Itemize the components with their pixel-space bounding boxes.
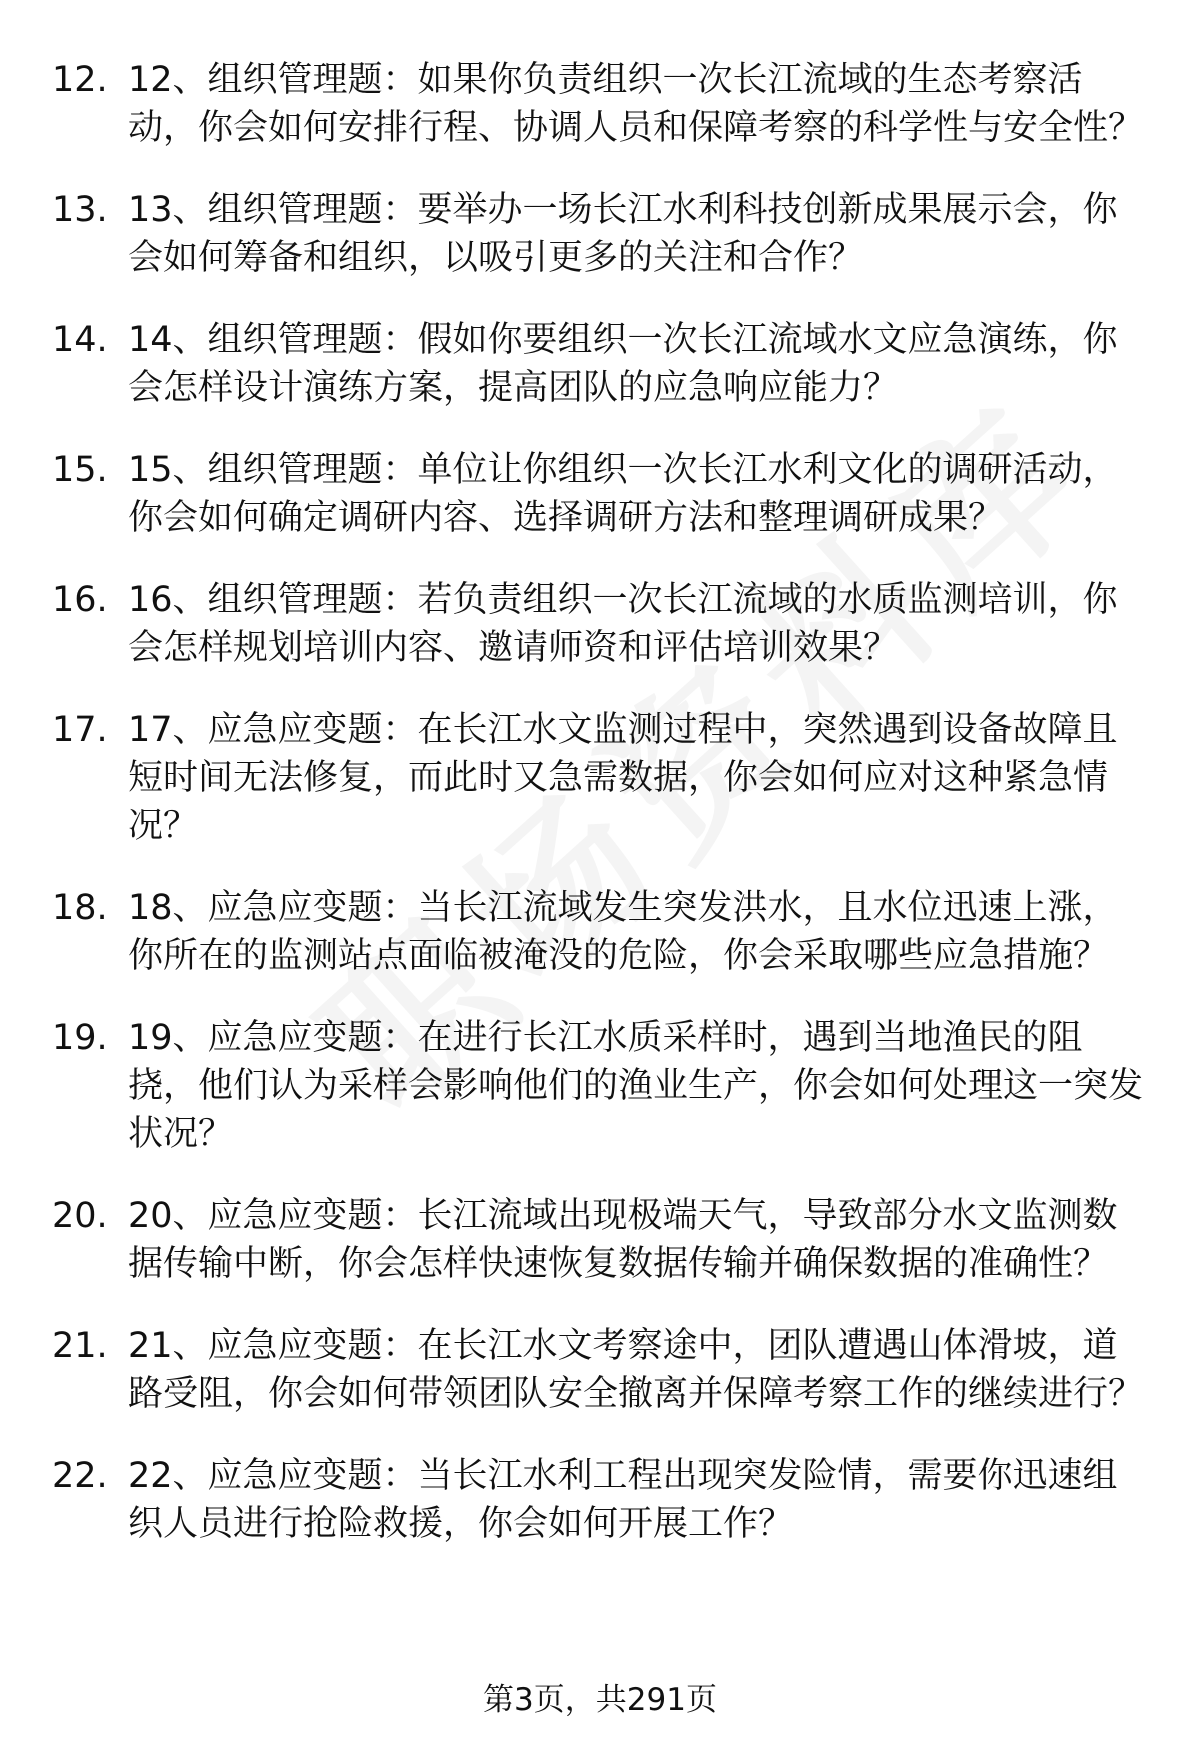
item-number: 14.	[52, 320, 108, 360]
item-text: 19、应急应变题：在进行长江水质采样时，遇到当地渔民的阻挠，他们认为采样会影响他们的渔业生产，你会如何处理这一突发状况？	[128, 1018, 1144, 1154]
item-text: 22、应急应变题：当长江水利工程出现突发险情，需要你迅速组织人员进行抢险救援，你会如何开展工作？	[128, 1456, 1118, 1544]
item-number: 19.	[52, 1018, 108, 1058]
list-item	[52, 884, 1152, 980]
item-number: 15.	[52, 450, 108, 490]
list-item	[52, 1014, 1152, 1158]
item-number: 18.	[52, 888, 108, 928]
item-text: 16、组织管理题：若负责组织一次长江流域的水质监测培训，你会怎样规划培训内容、邀请师资和评估培训效果？	[128, 580, 1118, 668]
item-text: 18、应急应变题：当长江流域发生突发洪水，且水位迅速上涨，你所在的监测站点面临被淹没的危险，你会采取哪些应急措施？	[128, 888, 1118, 976]
item-number: 20.	[52, 1196, 108, 1236]
list-item	[52, 576, 1152, 672]
item-number: 13.	[52, 190, 108, 230]
item-text: 17、应急应变题：在长江水文监测过程中，突然遇到设备故障且短时间无法修复，而此时又急需数据，你会如何应对这种紧急情况？	[128, 710, 1118, 846]
list-item	[52, 1322, 1152, 1418]
item-text: 13、组织管理题：要举办一场长江水利科技创新成果展示会，你会如何筹备和组织，以吸引更多的关注和合作？	[128, 190, 1118, 278]
list-item	[52, 1192, 1152, 1288]
list-item	[52, 186, 1152, 282]
item-text: 20、应急应变题：长江流域出现极端天气，导致部分水文监测数据传输中断，你会怎样快速恢复数据传输并确保数据的准确性？	[128, 1196, 1118, 1284]
item-number: 16.	[52, 580, 108, 620]
item-number: 22.	[52, 1456, 108, 1496]
item-text: 12、组织管理题：如果你负责组织一次长江流域的生态考察活动，你会如何安排行程、协调人员和保障考察的科学性与安全性？	[128, 60, 1144, 148]
list-item	[52, 446, 1152, 542]
item-number: 17.	[52, 710, 108, 750]
item-number: 21.	[52, 1326, 108, 1366]
item-number: 12.	[52, 60, 108, 100]
item-text: 14、组织管理题：假如你要组织一次长江流域水文应急演练，你会怎样设计演练方案，提高团队的应急响应能力？	[128, 320, 1118, 408]
list-item	[52, 1452, 1152, 1548]
question-list	[52, 56, 1152, 1582]
item-text: 15、组织管理题：单位让你组织一次长江水利文化的调研活动，你会如何确定调研内容、选择调研方法和整理调研成果？	[128, 450, 1118, 538]
page-footer: 第3页，共291页	[483, 1682, 717, 1718]
list-item	[52, 56, 1152, 152]
list-item	[52, 316, 1152, 412]
list-item	[52, 706, 1152, 850]
item-text: 21、应急应变题：在长江水文考察途中，团队遭遇山体滑坡，道路受阻，你会如何带领团队安全撤离并保障考察工作的继续进行？	[128, 1326, 1144, 1414]
